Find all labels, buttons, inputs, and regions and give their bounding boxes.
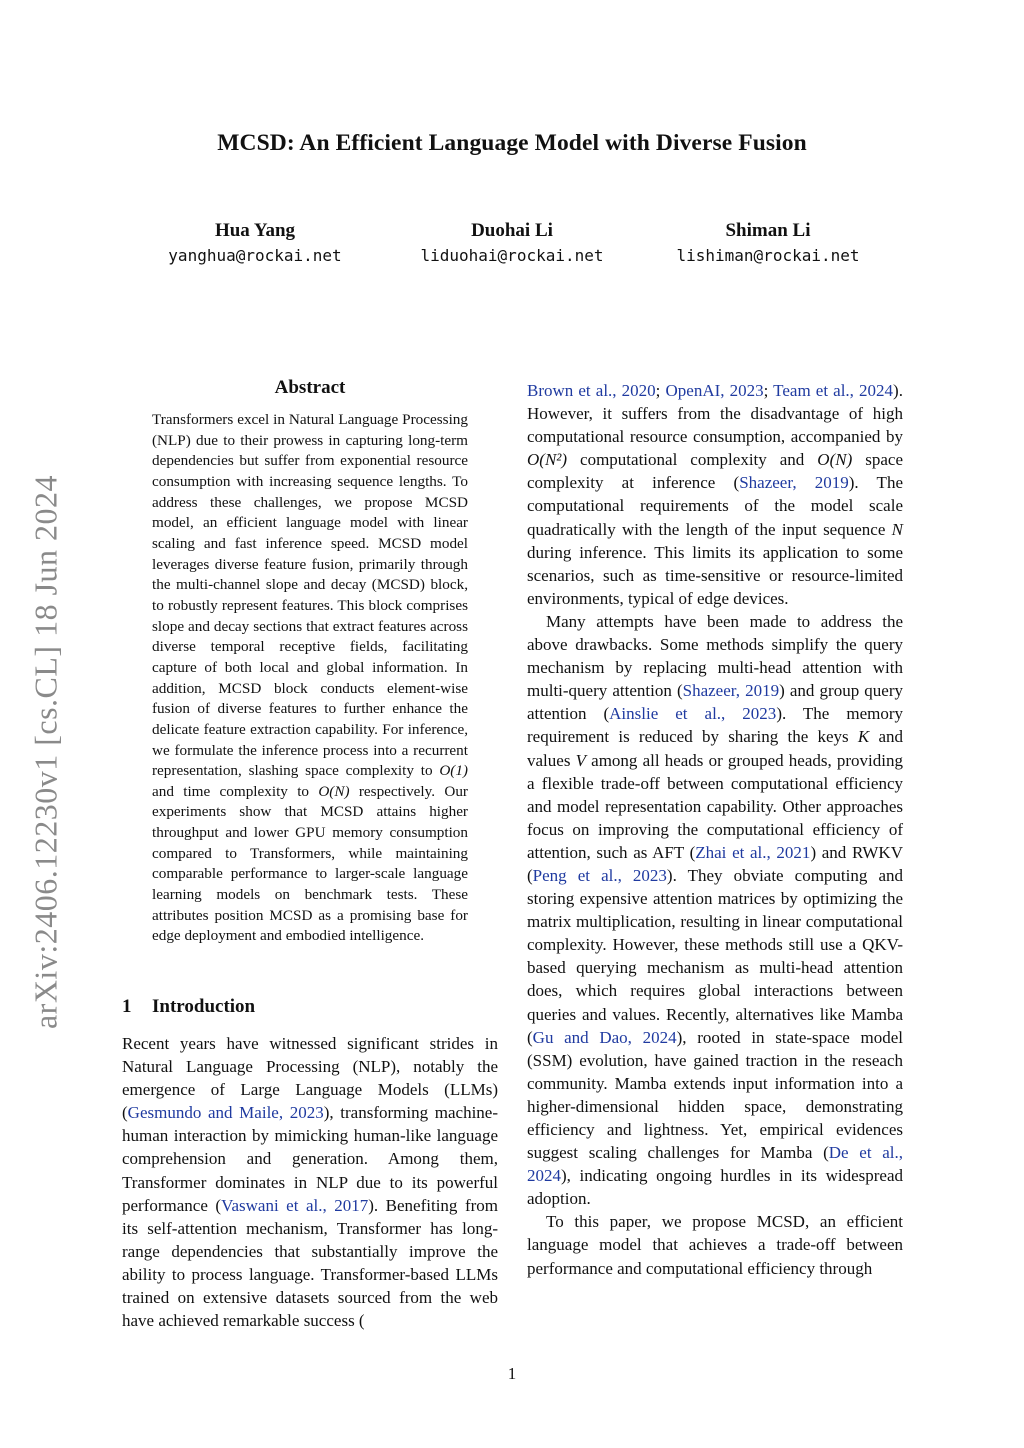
body-text: ). Benefiting from its self-attention mechanism, Transformer has long-range dependencies that substantially improve the ability to process language. Transformer-based LLMs trained on extensive datasets sourced from the web have achieved remarkable success ( — [122, 1195, 498, 1331]
citation-link[interactable]: Team et al., 2024 — [773, 381, 894, 400]
intro-paragraph-2 — [527, 610, 903, 1210]
author-email[interactable]: liduohai@rockai.net — [420, 246, 604, 265]
body-text: Recent years have witnessed significant strides in Natural Language Processing (NLP), notably the emergence of Large Language Models (LLMs) ( — [122, 1034, 498, 1123]
body-text: ; — [763, 381, 774, 400]
citation-link[interactable]: Shazeer, 2019 — [682, 681, 780, 701]
arxiv-side-stamp: arXiv:2406.12230v1 [cs.CL] 18 Jun 2024 — [27, 474, 64, 1030]
citation-link[interactable]: Gesmundo and Maile, 2023 — [127, 1103, 324, 1123]
body-text: ), rooted in state-space model (SSM) evolution, have gained traction in the reseach community. Mamba extends input information into a higher-dimensional hidden space, demonstrating efficiency and lightness. Yet, empirical evidences suggest scaling challenges for Mamba ( — [527, 1027, 903, 1163]
abstract-text-part: and time complexity to — [152, 782, 319, 800]
math-inline: N — [891, 519, 903, 539]
math-inline: O(N) — [318, 782, 350, 800]
math-inline: O(N) — [817, 450, 853, 470]
right-column — [527, 379, 903, 1280]
body-text: Many attempts have been made to address the above drawbacks. Some methods simplify the query mechanism by replacing multi-head attention with multi-query attention ( — [527, 611, 903, 701]
body-text: ) and group query attention ( — [527, 681, 904, 724]
author-email[interactable]: lishiman@rockai.net — [676, 246, 860, 265]
body-text: ). They obviate computing and storing expensive attention matrices by optimizing the matrix multiplication, resulting in linear computational complexity. However, these methods still use a QKV-based querying mechanism as multi-head attention does, which requires global interactions between queries and values. Recently, alternatives like Mamba ( — [527, 865, 903, 1047]
author-name: Hua Yang — [214, 220, 296, 241]
page-number: 1 — [507, 1364, 517, 1383]
section-title: Introduction — [152, 996, 256, 1017]
abstract-text — [152, 410, 468, 947]
intro-paragraph-3: To this paper, we propose MCSD, an efficient language model that achieves a trade-off between performance and computational efficiency through — [527, 1212, 903, 1278]
author-block — [125, 218, 385, 268]
math-inline: O(N²) — [527, 450, 568, 470]
body-text: computational complexity and — [567, 450, 818, 470]
body-text: ), indicating ongoing hurdles in its widespread adoption. — [527, 1166, 903, 1209]
citation-link[interactable]: Brown et al., 2020 — [527, 381, 656, 400]
citation-link[interactable]: Shazeer, 2019 — [739, 473, 849, 493]
section-number: 1 — [122, 996, 132, 1017]
math-inline: K — [857, 727, 870, 747]
body-text: ) and RWKV ( — [527, 842, 903, 885]
body-text: and values — [527, 727, 903, 770]
body-text: ). The memory requirement is reduced by sharing the keys — [527, 704, 903, 747]
citation-link[interactable]: Vaswani et al., 2017 — [221, 1195, 369, 1215]
citation-link[interactable]: Zhai et al., 2021 — [695, 842, 811, 862]
body-text: ; — [655, 381, 666, 400]
citation-link[interactable]: Peng et al., 2023 — [532, 865, 667, 885]
author-email[interactable]: yanghua@rockai.net — [168, 246, 342, 265]
body-text: ), transforming machine-human interaction by mimicking human-like language comprehension and generation. Among them, Transformer dominates in NLP due to its powerful performance ( — [122, 1103, 499, 1215]
citation-link[interactable]: OpenAI, 2023 — [665, 381, 764, 400]
abstract-heading: Abstract — [274, 377, 346, 398]
body-text: during inference. This limits its application to some scenarios, such as time-sensitive or resource-limited environments, typical of edge devices. — [527, 542, 903, 608]
abstract-text-part: Transformers excel in Natural Language Processing (NLP) due to their prowess in capturing long-term dependencies but suffer from exponential resource consumption with increasing sequence lengths. To address these challenges, we propose MCSD model, an efficient language model with linear scaling and fast inference speed. MCSD model leverages diverse feature fusion, primarily through the multi-channel slope and decay (MCSD) block, to robustly represent features. This block comprises slope and decay sections that extract features across diverse temporal receptive fields, facilitating capture of both local and global information. In addition, MCSD block conducts element-wise fusion of diverse features to further enhance the delicate feature extraction capability. For inference, we formulate the inference process into a recurrent representation, slashing space complexity to — [152, 411, 468, 780]
intro-paragraph-1-continued — [527, 379, 903, 610]
citation-link[interactable]: Ainslie et al., 2023 — [609, 704, 777, 724]
paper-title: MCSD: An Efficient Language Model with Diverse Fusion — [217, 130, 807, 156]
math-inline: O(1) — [439, 762, 468, 780]
author-block — [638, 218, 898, 268]
author-block — [382, 218, 642, 268]
math-inline: V — [575, 750, 586, 770]
author-name: Duohai Li — [471, 220, 553, 241]
body-text: space complexity at inference ( — [527, 450, 903, 493]
intro-paragraph-1-column-1 — [122, 1032, 498, 1332]
abstract-text-part: respectively. Our experiments show that MCSD attains higher throughput and lower GPU memory consumption compared to Transformers, while maintaining comparable performance to larger-scale language learning models on benchmark tests. These attributes position MCSD as a promising base for edge deployment and embodied intelligence. — [152, 782, 468, 945]
citation-link[interactable]: De et al., 2024 — [527, 1143, 904, 1186]
section-heading-introduction — [122, 996, 255, 1018]
citation-link[interactable]: Gu and Dao, 2024 — [532, 1027, 677, 1047]
body-text: among all heads or grouped heads, providing a flexible trade-off between computational efficiency and model representation capability. Other approaches focus on improving the computational efficiency of attention, such as AFT ( — [527, 750, 903, 862]
author-name: Shiman Li — [725, 220, 811, 241]
body-text: ). However, it suffers from the disadvantage of high computational resource consumption, accompanied by — [527, 381, 903, 447]
body-text: ). The computational requirements of the model scale quadratically with the length of the input sequence — [527, 473, 903, 539]
